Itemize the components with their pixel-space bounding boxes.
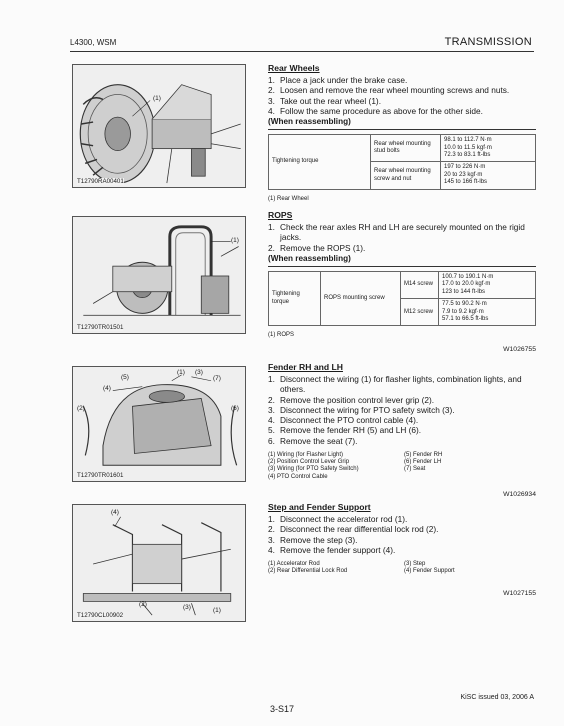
- caption: (1) Wiring (for Flasher Light): [268, 452, 344, 459]
- step: 4. Follow the same procedure as above for the other side.: [268, 105, 483, 116]
- table-row: [269, 135, 536, 162]
- table-label: Tightening torque: [269, 271, 321, 325]
- rear-wheel-illustration: [73, 65, 245, 187]
- section-title: Step and Fender Support: [268, 502, 371, 512]
- section-rear-wheels: [268, 63, 536, 203]
- figure-captions: [268, 561, 536, 575]
- step: 3. Remove the step (3).: [268, 534, 358, 545]
- table-size: M14 screw: [401, 271, 439, 298]
- table-size: M12 screw: [401, 299, 439, 326]
- section-title: ROPS: [268, 210, 293, 220]
- step-illustration: [73, 505, 245, 621]
- figure-captions: [268, 452, 536, 481]
- caption: (1) Rear Wheel: [268, 195, 309, 202]
- table-label: Tightening torque: [269, 135, 371, 189]
- step: 2. Remove the ROPS (1).: [268, 242, 366, 253]
- section-fender: [268, 362, 536, 498]
- callout-1: (1): [231, 237, 239, 244]
- caption: (2) Position Control Lever Grip: [268, 459, 350, 466]
- step: 4. Disconnect the PTO control cable (4).: [268, 415, 419, 426]
- step-list: [268, 374, 536, 446]
- caption: (5) Fender RH: [404, 452, 443, 459]
- step-list: [268, 222, 536, 253]
- step: 2. Disconnect the rear differential lock rod (2).: [268, 524, 439, 535]
- step: 2. Loosen and remove the rear wheel mounting screws and nuts.: [268, 85, 510, 96]
- figure-fender: [72, 366, 246, 482]
- reassembly-heading: (When reassembling): [268, 253, 351, 263]
- step: 4. Remove the fender support (4).: [268, 544, 396, 555]
- step: 1. Disconnect the wiring (1) for flasher lights, combination lights, and others.: [268, 374, 522, 395]
- step: 3. Take out the rear wheel (1).: [268, 95, 381, 106]
- torque-table: [268, 134, 536, 189]
- reassembly-heading: (When reassembling): [268, 117, 351, 127]
- caption: (4) PTO Control Cable: [268, 473, 328, 480]
- table-values: 197 to 226 N·m 20 to 23 kgf·m 145 to 166 ft-lbs: [441, 162, 536, 189]
- step: 3. Disconnect the wiring for PTO safety switch (3).: [268, 404, 455, 415]
- step: 1. Disconnect the accelerator rod (1).: [268, 514, 408, 524]
- figure-captions: [268, 196, 536, 203]
- caption: (1) Accelerator Rod: [268, 561, 320, 568]
- table-row: [269, 271, 536, 298]
- caption: (3) Step: [404, 561, 426, 568]
- caption: (3) Wiring (for PTO Safety Switch): [268, 466, 359, 473]
- callout-6: (6): [231, 405, 239, 412]
- callout-4: (4): [103, 385, 111, 392]
- figure-captions: [268, 332, 536, 339]
- figure-rear-wheel: [72, 64, 246, 188]
- step: 2. Remove the position control lever grip (2).: [268, 394, 435, 405]
- figure-code: T12790TR01501: [77, 324, 124, 331]
- step: 1. Check the rear axles RH and LH are securely mounted on the rigid jacks.: [268, 222, 525, 243]
- reference-code: W1027155: [503, 589, 536, 597]
- caption: (6) Fender LH: [404, 459, 442, 466]
- caption: (7) Seat: [404, 466, 426, 473]
- header-rule: [70, 51, 534, 52]
- section-title: Fender RH and LH: [268, 362, 343, 372]
- page-number: 3-S17: [269, 704, 295, 714]
- callout-2: (2): [77, 405, 85, 412]
- manual-code: L4300, WSM: [70, 38, 117, 47]
- step-list: [268, 75, 536, 116]
- table-values: 77.5 to 90.2 N·m 7.9 to 9.2 kgf·m 57.1 to 66.5 ft-lbs: [439, 299, 536, 326]
- section-title: Rear Wheels: [268, 63, 320, 73]
- chapter-title: TRANSMISSION: [444, 36, 532, 48]
- rops-illustration: [73, 217, 245, 333]
- table-item: Rear wheel mounting stud bolts: [371, 135, 441, 162]
- table-values: 100.7 to 190.1 N·m 17.0 to 20.0 kgf·m 123 to 144 ft-lbs: [439, 271, 536, 298]
- section-rops: [268, 210, 536, 353]
- step: 5. Remove the fender RH (5) and LH (6).: [268, 425, 422, 436]
- figure-rops: [72, 216, 246, 334]
- callout-4: (4): [111, 509, 119, 516]
- caption: (2) Rear Differential Lock Rod: [268, 568, 348, 575]
- section-rule: [268, 266, 536, 267]
- step: 6. Remove the seat (7).: [268, 435, 358, 446]
- section-rule: [268, 129, 536, 130]
- callout-1: (1): [177, 369, 185, 376]
- reference-code: W1026934: [503, 490, 536, 498]
- figure-code: T12790TR01601: [77, 472, 124, 479]
- callout-3: (3): [195, 369, 203, 376]
- figure-code: T12790RA00401: [77, 178, 124, 185]
- callout-1: (1): [213, 607, 221, 614]
- figure-code: T12790CL00902: [77, 612, 124, 619]
- figure-step: [72, 504, 246, 622]
- table-item: Rear wheel mounting screw and nut: [371, 162, 441, 189]
- section-step-fender-support: [268, 502, 536, 597]
- callout-7: (7): [213, 375, 221, 382]
- fender-illustration: [73, 367, 245, 481]
- callout-3: (3): [183, 604, 191, 611]
- callout-2: (2): [139, 601, 147, 608]
- step: 1. Place a jack under the brake case.: [268, 75, 408, 85]
- torque-table: [268, 271, 536, 326]
- reference-code: W1026755: [503, 345, 536, 353]
- callout-1: (1): [153, 95, 161, 102]
- table-values: 98.1 to 112.7 N·m 10.0 to 11.5 kgf·m 72.3 to 83.1 ft-lbs: [441, 135, 536, 162]
- caption: (4) Fender Support: [404, 568, 455, 575]
- table-item: ROPS mounting screw: [321, 271, 401, 325]
- caption: (1) ROPS: [268, 332, 295, 339]
- step-list: [268, 514, 536, 555]
- issue-note: KiSC issued 03, 2006 A: [460, 694, 534, 701]
- callout-5: (5): [121, 374, 129, 381]
